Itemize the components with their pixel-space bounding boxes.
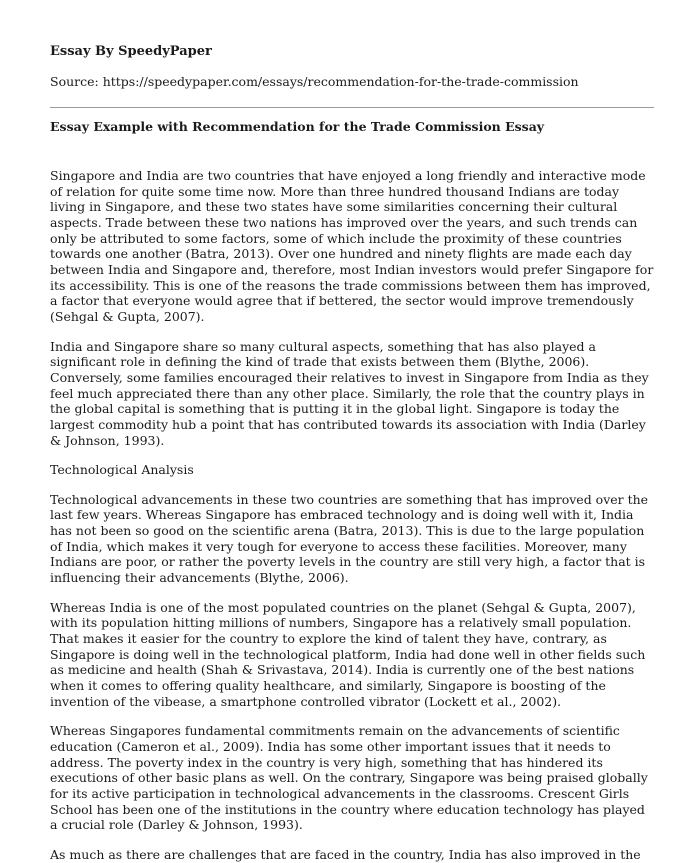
essay-title: Essay Example with Recommendation for the Trade Commission Essay [50, 119, 545, 134]
essay-body [50, 168, 656, 863]
paragraph: Whereas India is one of the most populated countries on the planet (Sehgal & Gupta, 2007), with its population hitting millions of numbers, Singapore has a relatively small population. That makes it easier for the country to explore the kind of talent they have, contrary, as Singapore is doing well in the technological platform, India had done well in other fields such as medicine and health (Shah & Srivastava, 2014). India is currently one of the best nations when it comes to offering quality healthcare, and similarly, Singapore is boosting of the invention of the vibease, a smartphone controlled vibrator (Lockett et al., 2002). [50, 599, 646, 709]
header-divider [50, 107, 654, 108]
paragraph: Technological advancements in these two countries are something that has improved over the last few years. Whereas Singapore has embraced technology and is doing well with it, India has not been so good on the scientific arena (Batra, 2013). This is due to the large population of India, which makes it very tough for everyone to access these facilities. Moreover, many Indians are poor, or rather the poverty levels in the country are still very high, a factor that is influencing their advancements (Blythe, 2006). [50, 491, 649, 586]
paragraph: India and Singapore share so many cultural aspects, something that has also played a significant role in defining the kind of trade that exists between them (Blythe, 2006). Conversely, some families encouraged their relatives to invest in Singapore from India as they feel much appreciated there than any other place. Similarly, the role that the country plays in the global capital is something that is putting it in the global light. Singapore is today the largest commodity hub a point that has contributed towards its association with India (Darley & Johnson, 1993). [50, 338, 649, 448]
paragraph: Singapore and India are two countries that have enjoyed a long friendly and interactive mode of relation for quite some time now. More than three hundred thousand Indians are today living in Singapore, and these two states have some similarities concerning their cultural aspects. Trade between these two nations has improved over the years, and such trends can only be attributed to some factors, some of which include the proximity of these countries towards one another (Batra, 2013). Over one hundred and ninety flights are made each day between India and Singapore and, therefore, most Indian investors would prefer Singapore for its accessibility. This is one of the reasons the trade commissions between them has improved, a factor that everyone would agree that if bettered, the sector would improve tremendously (Sehgal & Gupta, 2007). [50, 168, 654, 324]
essay-page [50, 0, 656, 862]
section-heading: Technological Analysis [50, 462, 194, 478]
paragraph-truncated: As much as there are challenges that are faced in the country, India has also improved in the [50, 846, 641, 862]
source-url: Source: https://speedypaper.com/essays/recommendation-for-the-trade-commission [50, 74, 579, 89]
site-title: Essay By SpeedyPaper [50, 44, 212, 59]
paragraph: Whereas Singapores fundamental commitments remain on the advancements of scientific education (Cameron et al., 2009). India has some other important issues that it needs to address. The poverty index in the country is very high, something that has hindered its executions of other basic plans as well. On the contrary, Singapore was being praised globally for its active participation in technological advancements in the classrooms. Crescent Girls School has been one of the institutions in the country where education technology has played a crucial role (Darley & Johnson, 1993). [50, 723, 648, 833]
